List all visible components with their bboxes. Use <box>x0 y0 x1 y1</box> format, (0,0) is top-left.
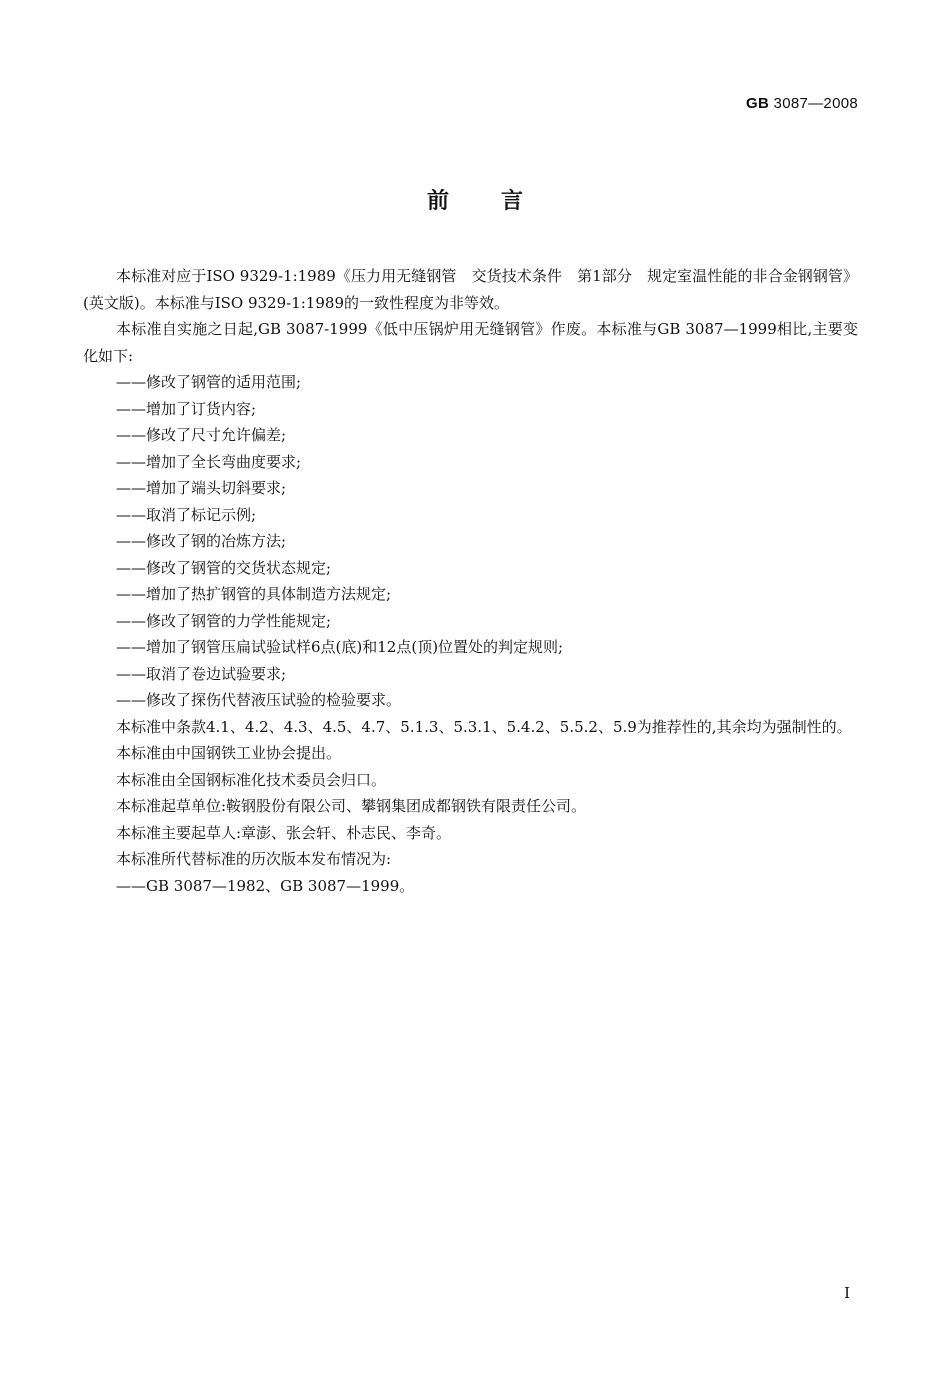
paragraph-proposer: 本标准由中国钢铁工业协会提出。 <box>116 744 342 762</box>
change-item: ——增加了钢管压扁试验试样6点(底)和12点(顶)位置处的判定规则; <box>116 638 564 656</box>
paragraph-replacement: 本标准自实施之日起,GB 3087-1999《低中压锅炉用无缝钢管》作废。本标准与GB 3087—1999相比,主要变化如下: <box>83 320 858 365</box>
change-item: ——修改了钢管的力学性能规定; <box>116 611 332 630</box>
paragraph-committee: 本标准由全国钢标准化技术委员会归口。 <box>116 770 387 789</box>
change-item: ——增加了订货内容; <box>116 399 257 418</box>
change-item: ——增加了热扩钢管的具体制造方法规定; <box>116 585 392 603</box>
change-item: ——修改了钢管的适用范围; <box>116 373 302 391</box>
history-item: ——GB 3087—1982、GB 3087—1999。 <box>116 876 415 895</box>
paragraph-drafters: 本标准主要起草人:章澎、张会轩、朴志民、李奇。 <box>116 823 452 842</box>
change-item: ——修改了钢管的交货状态规定; <box>116 558 332 577</box>
change-item: ——增加了全长弯曲度要求; <box>116 452 302 471</box>
document-prefix: GB <box>745 95 770 112</box>
change-item: ——增加了端头切斜要求; <box>116 479 287 497</box>
change-item: ——取消了标记示例; <box>116 505 257 524</box>
page-number: I <box>844 1284 850 1302</box>
change-item: ——修改了探伤代替液压试验的检验要求。 <box>116 691 402 709</box>
change-item: ——取消了卷边试验要求; <box>116 664 287 683</box>
paragraph-history-intro: 本标准所代替标准的历次版本发布情况为: <box>116 850 392 868</box>
paragraph-drafting-units: 本标准起草单位:鞍钢股份有限公司、攀钢集团成都钢铁有限责任公司。 <box>116 797 587 815</box>
page-title: 前言 <box>426 188 575 214</box>
change-item: ——修改了钢的冶炼方法; <box>116 532 287 550</box>
change-item: ——修改了尺寸允许偏差; <box>116 426 287 444</box>
paragraph-recommended-clauses: 本标准中条款4.1、4.2、4.3、4.5、4.7、5.1.3、5.3.1、5.4.2、5.5.2、5.9为推荐性的,其余均为强制性的。 <box>116 717 852 736</box>
document-number <box>746 95 858 112</box>
document-code: 3087—2008 <box>769 95 858 112</box>
paragraph-correspondence: 本标准对应于ISO 9329-1:1989《压力用无缝钢管 交货技术条件 第1部分 规定室温性能的非合金钢钢管》(英文版)。本标准与ISO 9329-1:1989的一致性程度为非等效。 <box>83 267 858 312</box>
foreword-body <box>83 263 858 899</box>
